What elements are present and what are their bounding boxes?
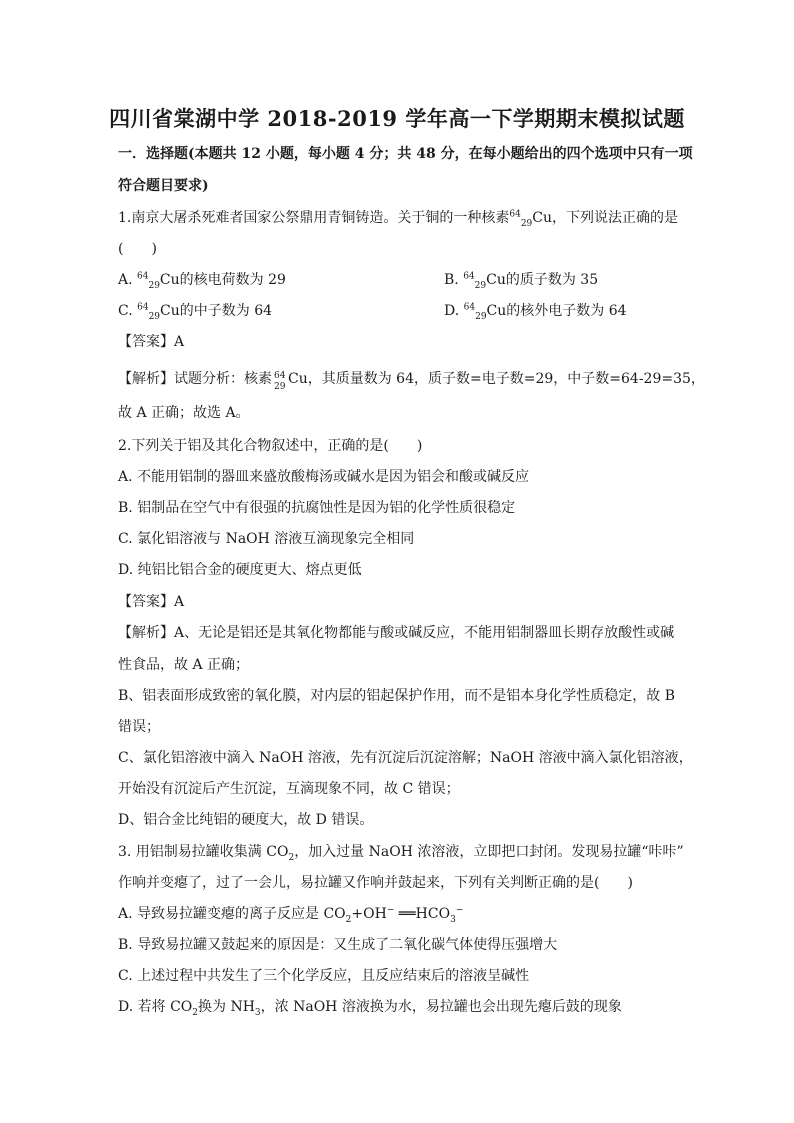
- q2-analysis-5: C、氯化铝溶液中滴入 NaOH 溶液，先有沉淀后沉淀溶解；NaOH 溶液中滴入氯化铝溶液，: [118, 750, 693, 766]
- q1-stem: 1.南京大屠杀死难者国家公祭鼎用青铜铸造。关于铜的一种核素$^{64}_{29}$Cu，下列说法正确的是: [118, 209, 678, 229]
- q3-option-c: C. 上述过程中共发生了三个化学反应，且反应结束后的溶液呈碱性: [118, 968, 530, 984]
- q2-analysis-3: B、铝表面形成致密的氧化膜，对内层的铝起保护作用，而不是铝本身化学性质稳定，故 B: [118, 688, 676, 704]
- q3-stem-2: 作响并变瘪了，过了一会儿，易拉罐又作响并鼓起来，下列有关判断正确的是( ): [118, 875, 633, 891]
- q1-paren: ( ): [118, 241, 157, 257]
- q2-stem: 2.下列关于铝及其化合物叙述中，正确的是( ): [118, 438, 423, 454]
- q1-answer: 【答案】A: [118, 334, 185, 350]
- q2-option-a: A. 不能用铝制的器皿来盛放酸梅汤或碱水是因为铝会和酸或碱反应: [118, 469, 530, 485]
- q2-option-d: D. 纯铝比铝合金的硬度更大、熔点更低: [118, 562, 362, 578]
- q2-analysis-7: D、铝合金比纯铝的硬度大，故 D 错误。: [118, 812, 374, 828]
- q2-option-c: C. 氯化铝溶液与 NaOH 溶液互滴现象完全相同: [118, 531, 415, 547]
- q1-option-b: B. $^{64}_{29}$Cu的质子数为 35: [444, 271, 599, 291]
- q2-analysis-6: 开始没有沉淀后产生沉淀，互滴现象不同，故 C 错误；: [118, 781, 460, 797]
- nuclide-symbol: 64 29: [274, 371, 286, 392]
- q3-option-b: B. 导致易拉罐又鼓起来的原因是：又生成了二氧化碳气体使得压强增大: [118, 937, 558, 953]
- q1-option-c: C. $^{64}_{29}$Cu的中子数为 64: [118, 302, 273, 322]
- q1-analysis-cont: 故 A 正确；故选 A。: [118, 405, 250, 421]
- q2-analysis-4: 错误；: [118, 719, 160, 735]
- q2-analysis-1: 【解析】A、无论是铝还是其氧化物都能与酸或碱反应，不能用铝制器皿长期存放酸性或碱: [118, 625, 675, 641]
- q3-stem-1: 3. 用铝制易拉罐收集满 $CO_2$，加入过量 NaOH 浓溶液，立即把口封闭。发现易拉罐“咔咔”: [118, 844, 684, 863]
- q1-option-d: D. $^{64}_{29}$Cu的核外电子数为 64: [444, 302, 627, 322]
- q2-answer: 【答案】A: [118, 594, 185, 610]
- section-heading-cont: 符合题目要求): [118, 178, 209, 194]
- q2-option-b: B. 铝制品在空气中有很强的抗腐蚀性是因为铝的化学性质很稳定: [118, 500, 516, 516]
- q3-option-a: A. 导致易拉罐变瘪的离子反应是 $CO_2+OH^-$ $══HCO_3^-$: [118, 905, 464, 925]
- section-heading: 一．选择题(本题共 12 小题，每小题 4 分；共 48 分，在每小题给出的四个选项中只有一项: [118, 146, 693, 162]
- q2-analysis-2: 性食品，故 A 正确；: [118, 657, 250, 673]
- page-title: 四川省棠湖中学 2018-2019 学年高一下学期期末模拟试题: [109, 106, 685, 131]
- q3-option-d: D. 若将 $CO_2$换为 $NH_3$，浓 NaOH 溶液换为水，易拉罐也会出现先瘪后鼓的现象: [118, 999, 622, 1018]
- q1-analysis: 【解析】试题分析：核素 64 29 Cu，其质量数为 64，质子数=电子数=29，中子数=64-29=35，: [118, 371, 705, 392]
- q1-option-a: A. $^{64}_{29}$Cu的核电荷数为 29: [118, 271, 286, 291]
